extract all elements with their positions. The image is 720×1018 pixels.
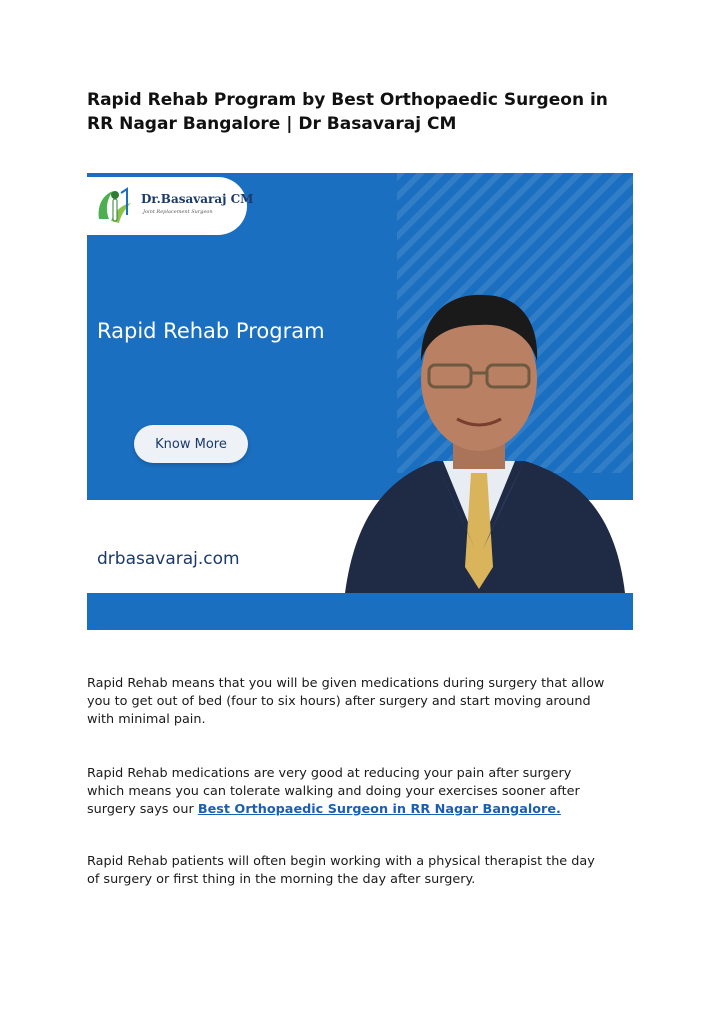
p2-line-1: Rapid Rehab medications are very good at reducing your pain after surgery: [87, 766, 572, 781]
banner-website: drbasavaraj.com: [97, 549, 240, 569]
paragraph-rapid-rehab-intro: [87, 675, 647, 729]
logo-figure-icon: [93, 185, 135, 227]
best-orthopaedic-surgeon-link[interactable]: Best Orthopaedic Surgeon in RR Nagar Bangalore.: [197, 802, 561, 817]
p1-line-1: Rapid Rehab means that you will be given medications during surgery that allow: [87, 676, 605, 691]
banner-heading: Rapid Rehab Program: [97, 319, 325, 343]
paragraph-physical-therapist: [87, 853, 647, 889]
page-title: [87, 88, 647, 136]
p2-line-2: which means you can tolerate walking and doing your exercises sooner after: [87, 784, 580, 799]
p1-line-3: with minimal pain.: [87, 712, 206, 727]
p2-line-3: surgery says our: [87, 802, 198, 817]
p1-line-2: you to get out of bed (four to six hours) after surgery and start moving around: [87, 694, 591, 709]
logo-tagline: Joint Replacement Surgeon: [143, 209, 213, 215]
logo-name: Dr.Basavaraj CM: [141, 192, 254, 206]
p3-line-1: Rapid Rehab patients will often begin working with a physical therapist the day: [87, 854, 595, 869]
p3-line-2: of surgery or first thing in the morning the day after surgery.: [87, 872, 476, 887]
banner-bottom-band: [87, 593, 633, 630]
paragraph-rapid-rehab-medications: [87, 765, 647, 819]
title-line-2: RR Nagar Bangalore | Dr Basavaraj CM: [87, 114, 457, 134]
title-line-1: Rapid Rehab Program by Best Orthopaedic Surgeon in: [87, 90, 608, 110]
clinic-logo: [87, 177, 254, 235]
promo-banner-image: [87, 173, 633, 630]
know-more-button: Know More: [134, 425, 248, 463]
doctor-portrait-image: [325, 249, 633, 593]
